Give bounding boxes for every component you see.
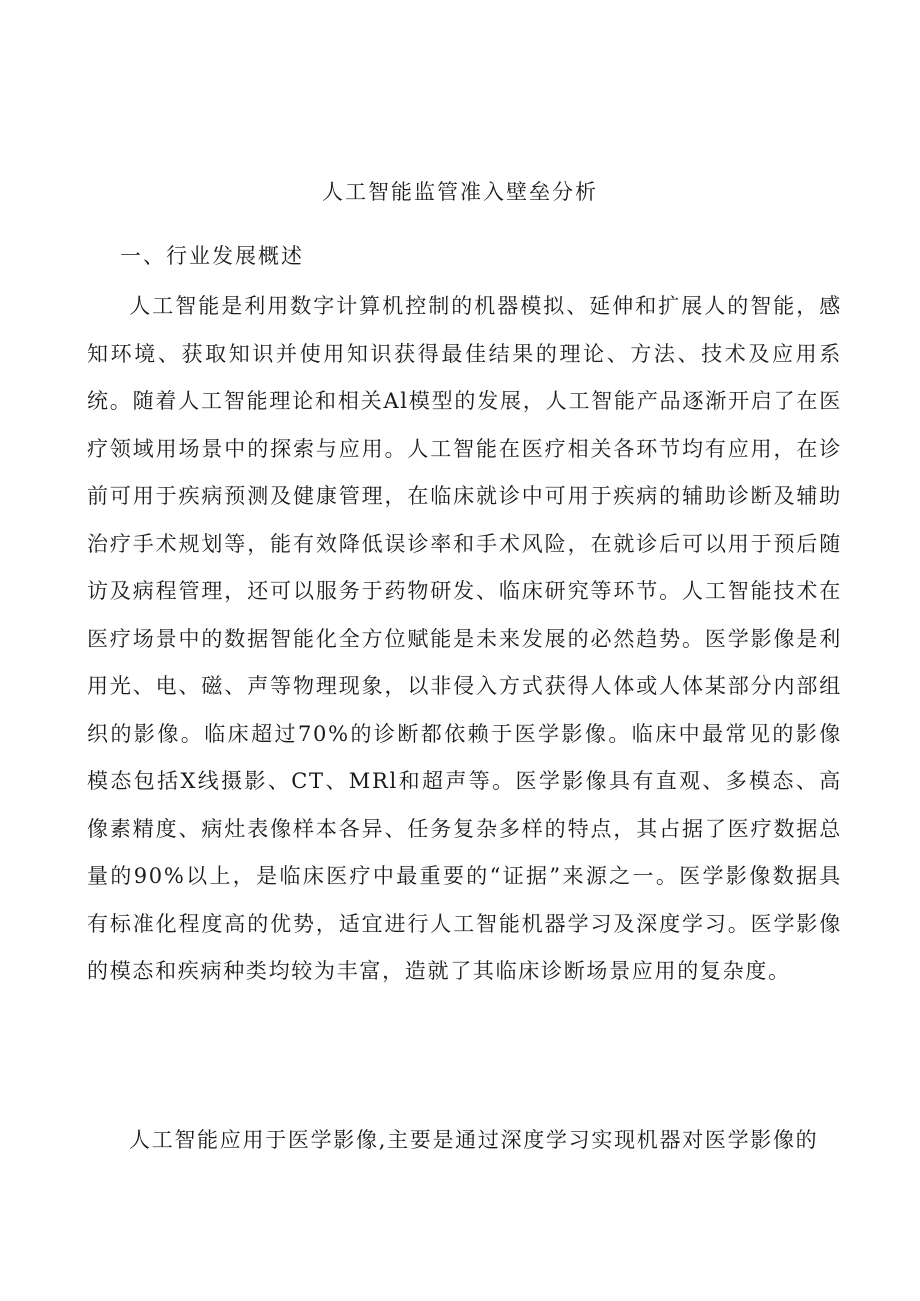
body-paragraph xyxy=(87,283,842,996)
paragraph-text: 人工智能应用于医学影像,主要是通过深度学习实现机器对医学影像的 xyxy=(129,1128,819,1152)
body-paragraph xyxy=(87,1117,842,1165)
section-heading: 一、行业发展概述 xyxy=(120,244,304,268)
paragraph-text: 人工智能是利用数字计算机控制的机器模拟、延伸和扩展人的智能，感知环境、获取知识并使用知识获得最佳结果的理论、方法、技术及应用系统。随着人工智能理论和相关Al模型的发展，人工智能产品逐渐开启了在医疗领域用场景中的探索与应用。人工智能在医疗相关各环节均有应用，在诊前可用于疾病预测及健康管理，在临床就诊中可用于疾病的辅助诊断及辅助治疗手术规划等，能有效降低误诊率和手术风险，在就诊后可以用于预后随访及病程管理，还可以服务于药物研发、临床研究等环节。人工智能技术在医疗场景中的数据智能化全方位赋能是未来发展的必然趋势。医学影像是利用光、电、磁、声等物理现象，以非侵入方式获得人体或人体某部分内部组织的影像。临床超过70%的诊断都依赖于医学影像。临床中最常见的影像模态包括X线摄影、CT、MRl和超声等。医学影像具有直观、多模态、高像素精度、病灶表像样本各异、任务复杂多样的特点，其占据了医疗数据总量的90%以上，是临床医疗中最重要的“证据”来源之一。医学影像数据具有标准化程度高的优势，适宜进行人工智能机器学习及深度学习。医学影像的模态和疾病种类均较为丰富，造就了其临床诊断场景应用的复杂度。 xyxy=(87,294,842,983)
document-title: 人工智能监管准入壁垒分析 xyxy=(322,180,598,204)
